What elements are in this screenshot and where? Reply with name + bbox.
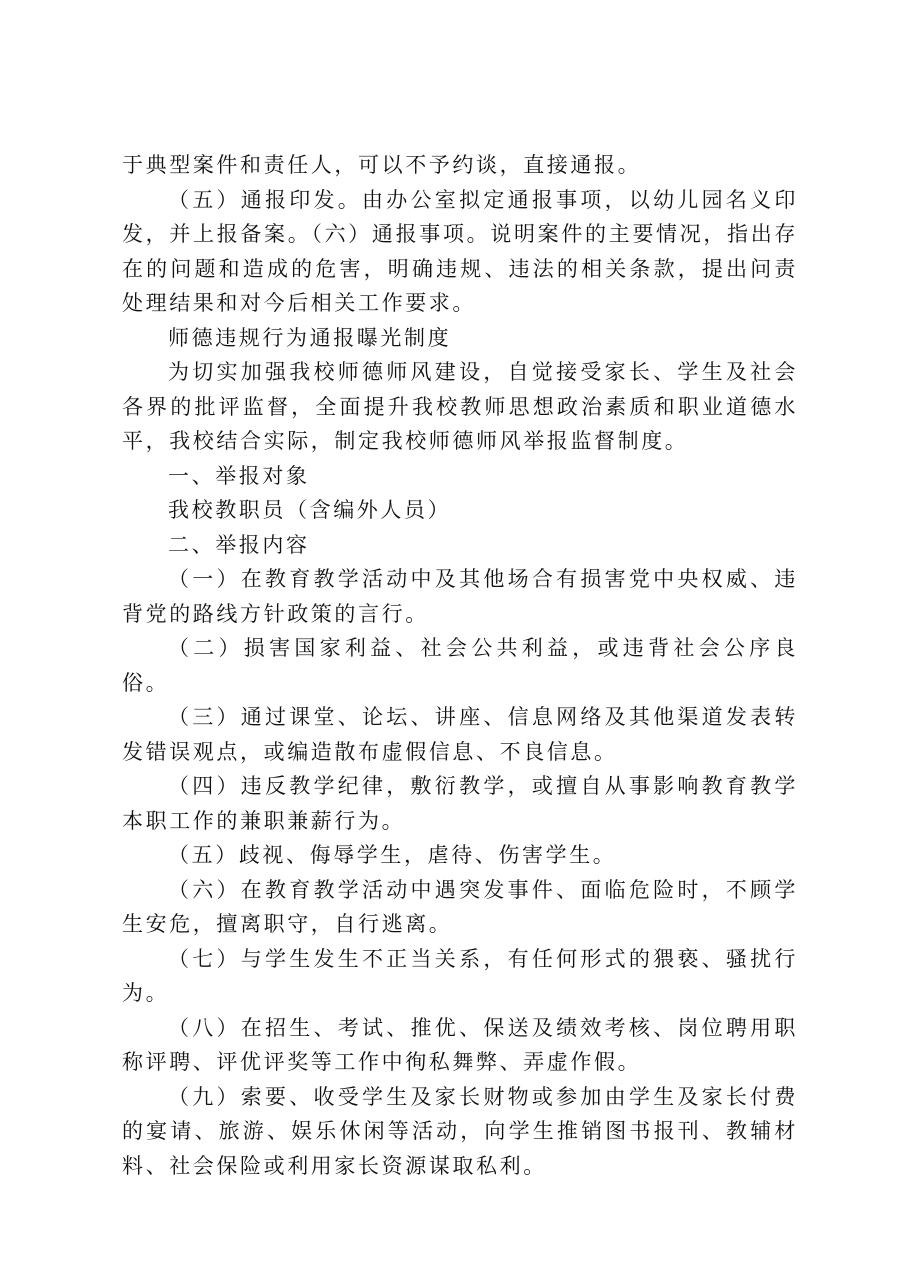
list-item: （五）歧视、侮辱学生，虐待、伤害学生。 (168, 843, 617, 867)
heading-report-content: 二、举报内容 (168, 532, 310, 557)
heading-report-target: 一、举报对象 (168, 463, 310, 488)
list-item: （九）索要、收受学生及家长财物或参加由学生及家长付费的宴请、旅游、娱乐休闲等活动，向学生推销图书报刊、教辅材料、社会保险或利用家长资源谋取私利。 (122, 1084, 798, 1178)
list-item: （一）在教育教学活动中及其他场合有损害党中央权威、违背党的路线方针政策的言行。 (122, 567, 798, 626)
list-item: （三）通过课堂、论坛、讲座、信息网络及其他渠道发表转发错误观点，或编造散布虚假信息、不良信息。 (122, 705, 798, 764)
document-body (122, 148, 798, 1183)
list-item: （二）损害国家利益、社会公共利益，或违背社会公序良俗。 (122, 636, 798, 695)
paragraph-notice-issuance: （五）通报印发。由办公室拟定通报事项，以幼儿园名义印发，并上报备案。（六）通报事项。说明案件的主要情况，指出存在的问题和造成的危害，明确违规、违法的相关条款，提出问责处理结果和对今后相关工作要求。 (122, 187, 798, 315)
paragraph-report-target: 我校教职员（含编外人员） (168, 498, 452, 522)
section-title: 师德违规行为通报曝光制度 (168, 325, 452, 350)
list-item: （八）在招生、考试、推优、保送及绩效考核、岗位聘用职称评聘、评优评奖等工作中徇私舞弊、弄虚作假。 (122, 1015, 798, 1074)
paragraph-purpose: 为切实加强我校师德师风建设，自觉接受家长、学生及社会各界的批评监督，全面提升我校教师思想政治素质和职业道德水平，我校结合实际，制定我校师德师风举报监督制度。 (122, 360, 798, 453)
list-item: （七）与学生发生不正当关系，有任何形式的猥亵、骚扰行为。 (122, 946, 798, 1005)
list-item: （四）违反教学纪律，敷衍教学，或擅自从事影响教育教学本职工作的兼职兼薪行为。 (122, 774, 798, 833)
paragraph-intro-continuation: 于典型案件和责任人，可以不予约谈，直接通报。 (122, 153, 642, 177)
list-item: （六）在教育教学活动中遇突发事件、面临危险时，不顾学生安危，擅离职守，自行逃离。 (122, 877, 798, 936)
